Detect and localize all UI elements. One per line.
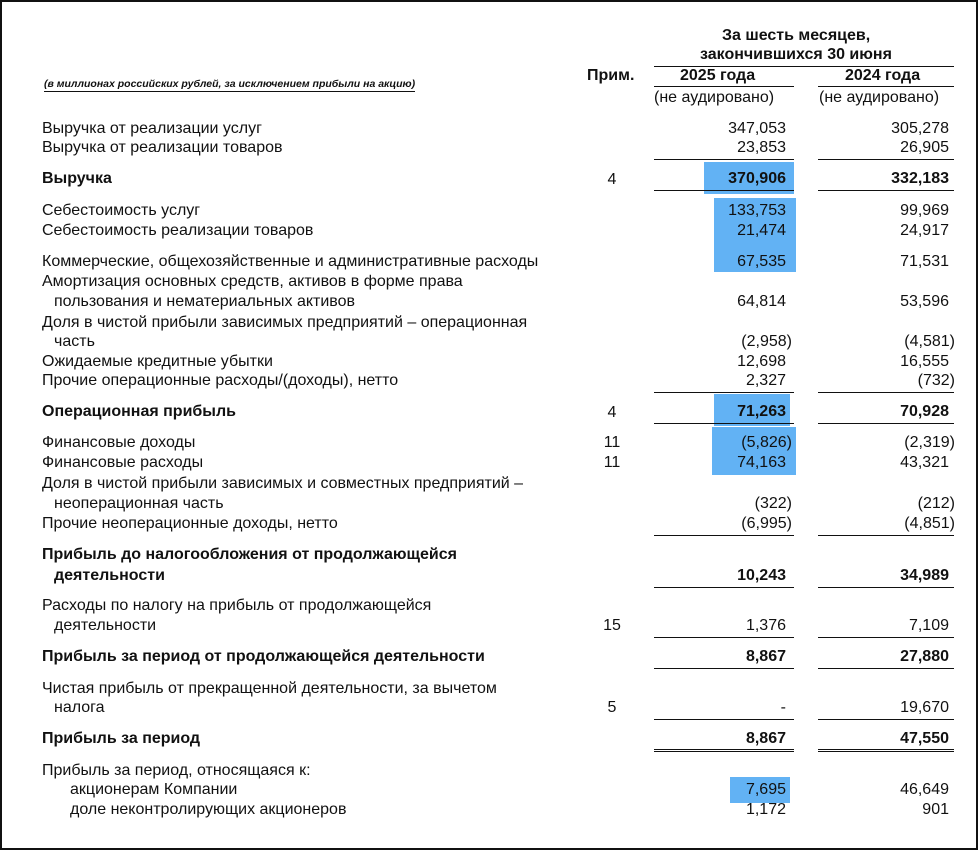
row-label-cont: деятельности (54, 617, 157, 634)
row-value-2025: 8,867 (745, 648, 786, 665)
row-label-cont: деятельности (54, 567, 165, 584)
note-column-header: Прим. (587, 67, 635, 84)
subtotal-line (654, 535, 794, 536)
row-value-2024: 24,917 (900, 222, 949, 239)
row-label-total: Прибыль за период (42, 730, 201, 747)
row-label-total: Выручка (42, 170, 112, 187)
row-value-2024: 34,989 (900, 567, 949, 584)
row-label: Расходы по налогу на прибыль от продолжающейся (42, 597, 432, 614)
col2-header-underline (818, 86, 954, 87)
row-value-2025: 21,474 (737, 222, 786, 239)
period-header-line1: За шесть месяцев, (722, 27, 871, 44)
row-value-2024: 332,183 (891, 170, 949, 187)
row-label-total: Прибыль за период от продолжающейся деятельности (42, 648, 485, 665)
row-note: 4 (607, 404, 617, 421)
row-label: Финансовые доходы (42, 434, 196, 451)
row-value-2024: (4,851) (904, 515, 955, 532)
row-label: Коммерческие, общехозяйственные и административные расходы (42, 253, 539, 270)
units-note: (в миллионах российских рублей, за исключением прибыли на акцию) (44, 78, 416, 90)
row-note: 5 (607, 699, 617, 716)
col1-audit-status: (не аудировано) (654, 89, 775, 106)
grand-total-double-line (654, 749, 794, 752)
row-value-2024: (732) (917, 372, 955, 389)
row-value-2024: 26,905 (900, 139, 949, 156)
row-value-2025: 2,327 (745, 372, 786, 389)
row-value-2025: (2,958) (741, 333, 792, 350)
row-label: Амортизация основных средств, активов в форме права (42, 273, 463, 290)
row-value-2024: 47,550 (900, 730, 949, 747)
row-value-2025: (5,826) (741, 434, 792, 451)
row-value-2025: 12,698 (737, 353, 786, 370)
row-label: доле неконтролирующих акционеров (70, 801, 347, 818)
row-label: Выручка от реализации товаров (42, 139, 283, 156)
col2-header: 2024 года (845, 67, 921, 84)
row-label-total: Операционная прибыль (42, 403, 236, 420)
row-value-2024: 99,969 (900, 202, 949, 219)
row-value-2024: 70,928 (900, 403, 949, 420)
subtotal-line (654, 719, 794, 720)
total-line (818, 587, 954, 588)
subtotal-line (818, 159, 954, 160)
row-label-cont: неоперационная часть (54, 495, 224, 512)
row-value-2025: 8,867 (745, 730, 786, 747)
total-line (654, 587, 794, 588)
row-value-2025: (6,995) (741, 515, 792, 532)
row-label: Себестоимость услуг (42, 202, 201, 219)
total-line (818, 190, 954, 191)
row-value-2024: 19,670 (900, 699, 949, 716)
row-value-2025: 1,376 (745, 617, 786, 634)
row-value-2024: 43,321 (900, 454, 949, 471)
row-value-2025: 347,053 (728, 120, 786, 137)
row-label: акционерам Компании (70, 781, 238, 798)
col2-audit-status: (не аудировано) (819, 89, 940, 106)
total-line (818, 668, 954, 669)
row-note: 4 (607, 171, 617, 188)
row-label: Прочие операционные расходы/(доходы), нетто (42, 372, 399, 389)
row-note: 15 (603, 617, 621, 634)
row-value-2024: 53,596 (900, 293, 949, 310)
subtotal-line (818, 637, 954, 638)
row-value-2025: 67,535 (737, 253, 786, 270)
row-value-2025: 64,814 (737, 293, 786, 310)
row-label: Прочие неоперационные доходы, нетто (42, 515, 338, 532)
total-line (654, 190, 794, 191)
row-label: Финансовые расходы (42, 454, 204, 471)
row-note: 11 (603, 454, 621, 471)
row-value-2025: 1,172 (745, 801, 786, 818)
row-value-2024: (2,319) (904, 434, 955, 451)
row-label-cont: часть (54, 333, 95, 350)
subtotal-line (818, 535, 954, 536)
total-line (818, 423, 954, 424)
row-value-2025: (322) (754, 495, 792, 512)
row-value-2024: 305,278 (891, 120, 949, 137)
row-value-2025: 133,753 (728, 202, 786, 219)
col1-header: 2025 года (680, 67, 756, 84)
row-value-2024: 16,555 (900, 353, 949, 370)
row-value-2024: 46,649 (900, 781, 949, 798)
row-value-2025: 23,853 (737, 139, 786, 156)
total-line (654, 423, 794, 424)
row-label-cont: пользования и нематериальных активов (54, 293, 355, 310)
row-value-2025: 74,163 (737, 454, 786, 471)
row-label: Себестоимость реализации товаров (42, 222, 314, 239)
row-value-2025: - (780, 699, 786, 716)
subtotal-line (818, 392, 954, 393)
row-value-2024: 7,109 (908, 617, 949, 634)
col1-header-underline (654, 86, 794, 87)
row-value-2025: 10,243 (737, 567, 786, 584)
row-value-2024: (4,581) (904, 333, 955, 350)
subtotal-line (818, 719, 954, 720)
row-value-2024: (212) (917, 495, 955, 512)
row-value-2024: 27,880 (900, 648, 949, 665)
row-value-2024: 901 (922, 801, 949, 818)
row-value-2025: 7,695 (745, 781, 786, 798)
subtotal-line (654, 392, 794, 393)
row-note: 11 (603, 434, 621, 451)
row-value-2025: 71,263 (737, 403, 786, 420)
subtotal-line (654, 159, 794, 160)
row-value-2025: 370,906 (728, 170, 786, 187)
row-label: Выручка от реализации услуг (42, 120, 262, 137)
total-line (654, 668, 794, 669)
row-label: Ожидаемые кредитные убытки (42, 353, 273, 370)
grand-total-double-line (818, 749, 954, 752)
row-label: Доля в чистой прибыли зависимых и совместных предприятий – (42, 475, 524, 492)
subtotal-line (654, 637, 794, 638)
row-value-2024: 71,531 (900, 253, 949, 270)
row-label-cont: налога (54, 699, 105, 716)
row-label-total: Прибыль до налогообложения от продолжающейся (42, 546, 457, 563)
section-label: Прибыль за период, относящаяся к: (42, 762, 311, 779)
row-label: Чистая прибыль от прекращенной деятельности, за вычетом (42, 680, 497, 697)
row-label: Доля в чистой прибыли зависимых предприятий – операционная (42, 314, 528, 331)
period-header-line2: закончившихся 30 июня (700, 46, 892, 63)
